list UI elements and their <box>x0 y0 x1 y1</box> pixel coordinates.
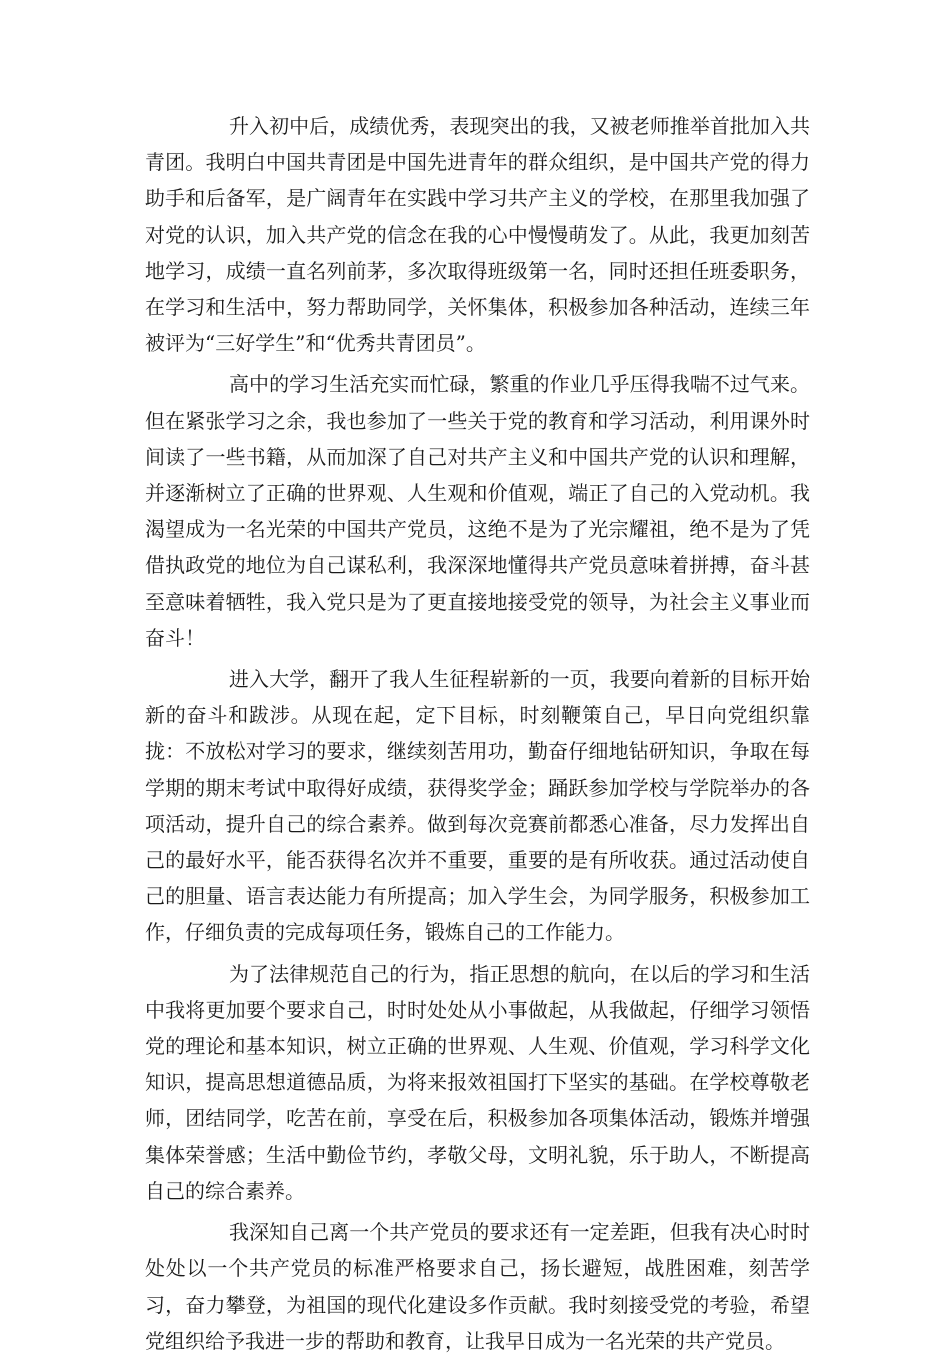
document-body <box>145 108 810 1364</box>
paragraph-junior-high: 升入初中后，成绩优秀，表现突出的我，又被老师推举首批加入共青团。我明白中国共青团是中国先进青年的群众组织，是中国共产党的得力助手和后备军，是广阔青年在实践中学习共产主义的学校，在那里我加强了对党的认识，加入共产党的信念在我的心中慢慢萌发了。从此，我更加刻苦地学习，成绩一直名列前茅，多次取得班级第一名，同时还担任班委职务，在学习和生活中，努力帮助同学，关怀集体，积极参加各种活动，连续三年被评为“三好学生”和“优秀共青团员”。 <box>145 114 810 356</box>
paragraph-high-school: 高中的学习生活充实而忙碌，繁重的作业几乎压得我喘不过气来。但在紧张学习之余，我也参加了一些关于党的教育和学习活动，利用课外时间读了一些书籍，从而加深了自己对共产主义和中国共产党的认识和理解，并逐渐树立了正确的世界观、人生观和价值观，端正了自己的入党动机。我渴望成为一名光荣的中国共产党员，这绝不是为了光宗耀祖，绝不是为了凭借执政党的地位为自己谋私利，我深深地懂得共产党员意味着拼搏，奋斗甚至意味着牺牲，我入党只是为了更直接地接受党的领导，为社会主义事业而奋斗！ <box>145 372 810 650</box>
paragraph-university: 进入大学，翻开了我人生征程崭新的一页，我要向着新的目标开始新的奋斗和跋涉。从现在起，定下目标，时刻鞭策自己，早日向党组织靠拢：不放松对学习的要求，继续刻苦用功，勤奋仔细地钻研知识，争取在每学期的期末考试中取得好成绩，获得奖学金；踊跃参加学校与学院举办的各项活动，提升自己的综合素养。做到每次竞赛前都悉心准备，尽力发挥出自己的最好水平，能否获得名次并不重要，重要的是有所收获。通过活动使自己的胆量、语言表达能力有所提高；加入学生会，为同学服务，积极参加工作，仔细负责的完成每项任务，锻炼自己的工作能力。 <box>145 667 810 945</box>
paragraph-conduct: 为了法律规范自己的行为，指正思想的航向，在以后的学习和生活中我将更加要个要求自己，时时处处从小事做起，从我做起，仔细学习领悟党的理论和基本知识，树立正确的世界观、人生观、价值观，学习科学文化知识，提高思想道德品质，为将来报效祖国打下坚实的基础。在学校尊敬老师，团结同学，吃苦在前，享受在后，积极参加各项集体活动，锻炼并增强集体荣誉感；生活中勤俭节约，孝敬父母，文明礼貌，乐于助人，不断提高自己的综合素养。 <box>145 961 810 1203</box>
paragraph-resolution: 我深知自己离一个共产党员的要求还有一定差距，但我有决心时时处处以一个共产党员的标准严格要求自己，扬长避短，战胜困难，刻苦学习，奋力攀登，为祖国的现代化建设多作贡献。我时刻接受党的考验，希望党组织给予我进一步的帮助和教育，让我早日成为一名光荣的共产党员。 <box>145 1220 810 1353</box>
